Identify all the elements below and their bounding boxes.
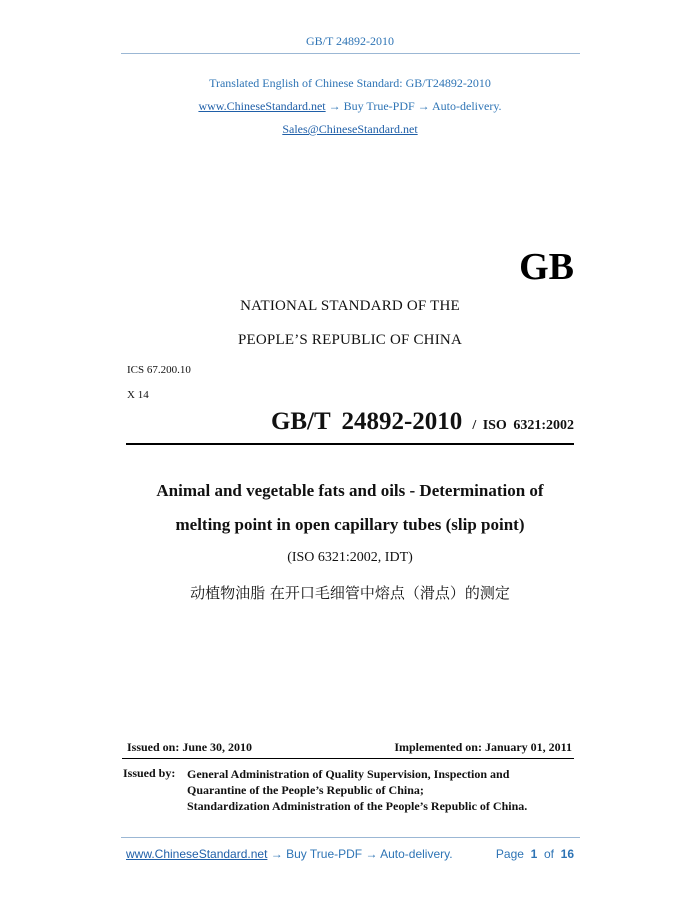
- standard-code: GB/T 24892-2010: [270, 408, 463, 435]
- ccs-code: X 14: [127, 389, 149, 401]
- header-divider: [121, 53, 580, 54]
- page-total: 16: [560, 847, 574, 861]
- footer-site-link[interactable]: www.ChineseStandard.net: [126, 847, 268, 861]
- idt-note: (ISO 6321:2002, IDT): [287, 550, 413, 565]
- purchase-line: [0, 99, 700, 114]
- of-label: of: [543, 847, 554, 861]
- dates-divider: [122, 758, 574, 759]
- issued-by-label: Issued by:: [123, 766, 176, 780]
- footer-purchase-text: → Buy True-PDF → Auto-delivery.: [267, 847, 453, 861]
- sales-email-link[interactable]: Sales@ChineseStandard.net: [282, 122, 418, 136]
- footer-divider: [121, 837, 580, 838]
- document-title-line2: melting point in open capillary tubes (slip point): [175, 515, 525, 534]
- site-link[interactable]: www.ChineseStandard.net: [198, 99, 326, 113]
- issuer-line3: Standardization Administration of the People’s Republic of China.: [187, 799, 528, 813]
- page-header-title: GB/T 24892-2010: [305, 34, 395, 48]
- issuer-line1: General Administration of Quality Supervision, Inspection and: [187, 767, 510, 781]
- chinese-title: 动植物油脂 在开口毛细管中熔点（滑点）的测定: [190, 584, 510, 602]
- email-line: [0, 122, 700, 137]
- standard-divider: [126, 443, 574, 445]
- issuer-block: [187, 766, 527, 814]
- purchase-text: → Buy True-PDF → Auto-delivery.: [325, 99, 502, 113]
- document-title-line1: Animal and vegetable fats and oils - Determination of: [156, 481, 544, 500]
- issued-date: Issued on: June 30, 2010: [127, 740, 253, 754]
- standard-number-row: [271, 408, 574, 436]
- gb-logo: GB: [519, 246, 574, 288]
- iso-equivalent: / ISO 6321:2002: [472, 418, 574, 433]
- translation-notice: Translated English of Chinese Standard: GB/T24892-2010: [209, 76, 491, 90]
- page-indicator: [496, 847, 574, 861]
- national-standard-line1: NATIONAL STANDARD OF THE: [240, 298, 460, 314]
- national-standard-line2: PEOPLE’S REPUBLIC OF CHINA: [238, 332, 462, 348]
- page-label: Page: [495, 847, 524, 861]
- ics-code: ICS 67.200.10: [127, 364, 191, 376]
- implemented-date: Implemented on: January 01, 2011: [394, 740, 572, 754]
- page-number: 1: [530, 847, 538, 861]
- footer-purchase-line: [126, 847, 453, 861]
- issuer-line2: Quarantine of the People’s Republic of China;: [187, 783, 424, 797]
